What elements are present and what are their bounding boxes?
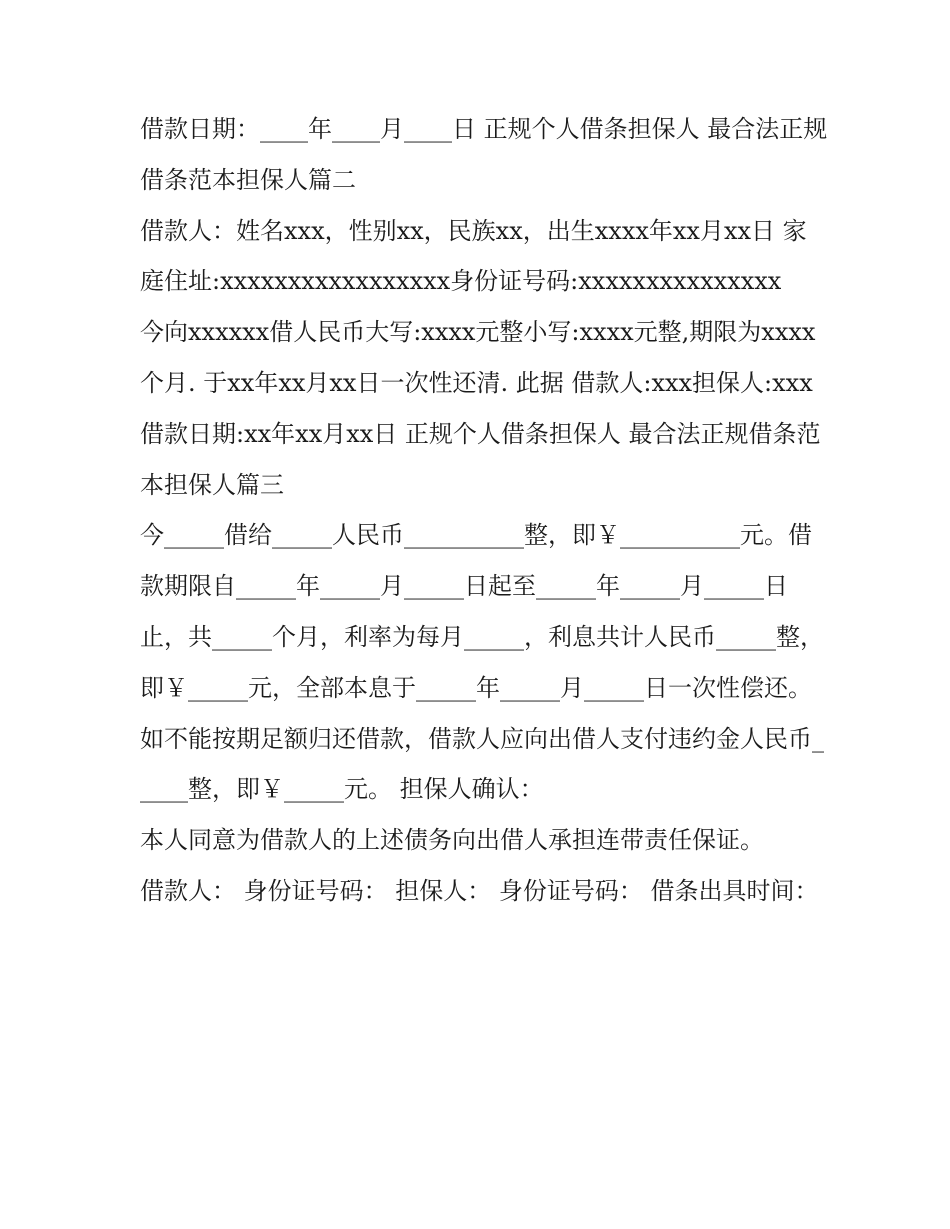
paragraph-penalty: 如不能按期足额归还借款，借款人应向出借人支付违约金人民币_____整，即￥_____元。 担保人确认： (140, 724, 824, 804)
paragraph-loan-date-intro: 借款日期：____年____月____日 正规个人借条担保人 最合法正规借条范本担保人篇二 (140, 115, 828, 194)
paragraph-loan-amount: 今向xxxxxx借人民币大写:xxxx元整小写:xxxx元整,期限为xxxx个月. 于xx年xx月xx日一次性还清. 此据 借款人:xxx担保人:xxx (140, 318, 816, 397)
paragraph-guarantor-consent: 本人同意为借款人的上述债务向出借人承担连带责任保证。 (140, 826, 764, 855)
paragraph-signature-fields: 借款人： 身份证号码： 担保人： 身份证号码： 借条出具时间： (140, 876, 819, 905)
paragraph-loan-terms: 今_____借给_____人民币__________整，即￥__________元。借款期限自_____年_____月_____日起至_____年_____月_____日止，共_____个月，利率为每月_____，利息共计人民币_____整，即￥_____元，全部本息于_____年_____月_____日一次性偿还。 (140, 521, 824, 702)
paragraph-loan-date-section-three: 借款日期:xx年xx月xx日 正规个人借条担保人 最合法正规借条范本担保人篇三 (140, 419, 821, 499)
document-body (140, 104, 830, 917)
paragraph-borrower-info: 借款人：姓名xxx，性别xx，民族xx，出生xxxx年xx月xx日 家庭住址:xxxxxxxxxxxxxxxxx身份证号码:xxxxxxxxxxxxxxx (140, 216, 807, 296)
